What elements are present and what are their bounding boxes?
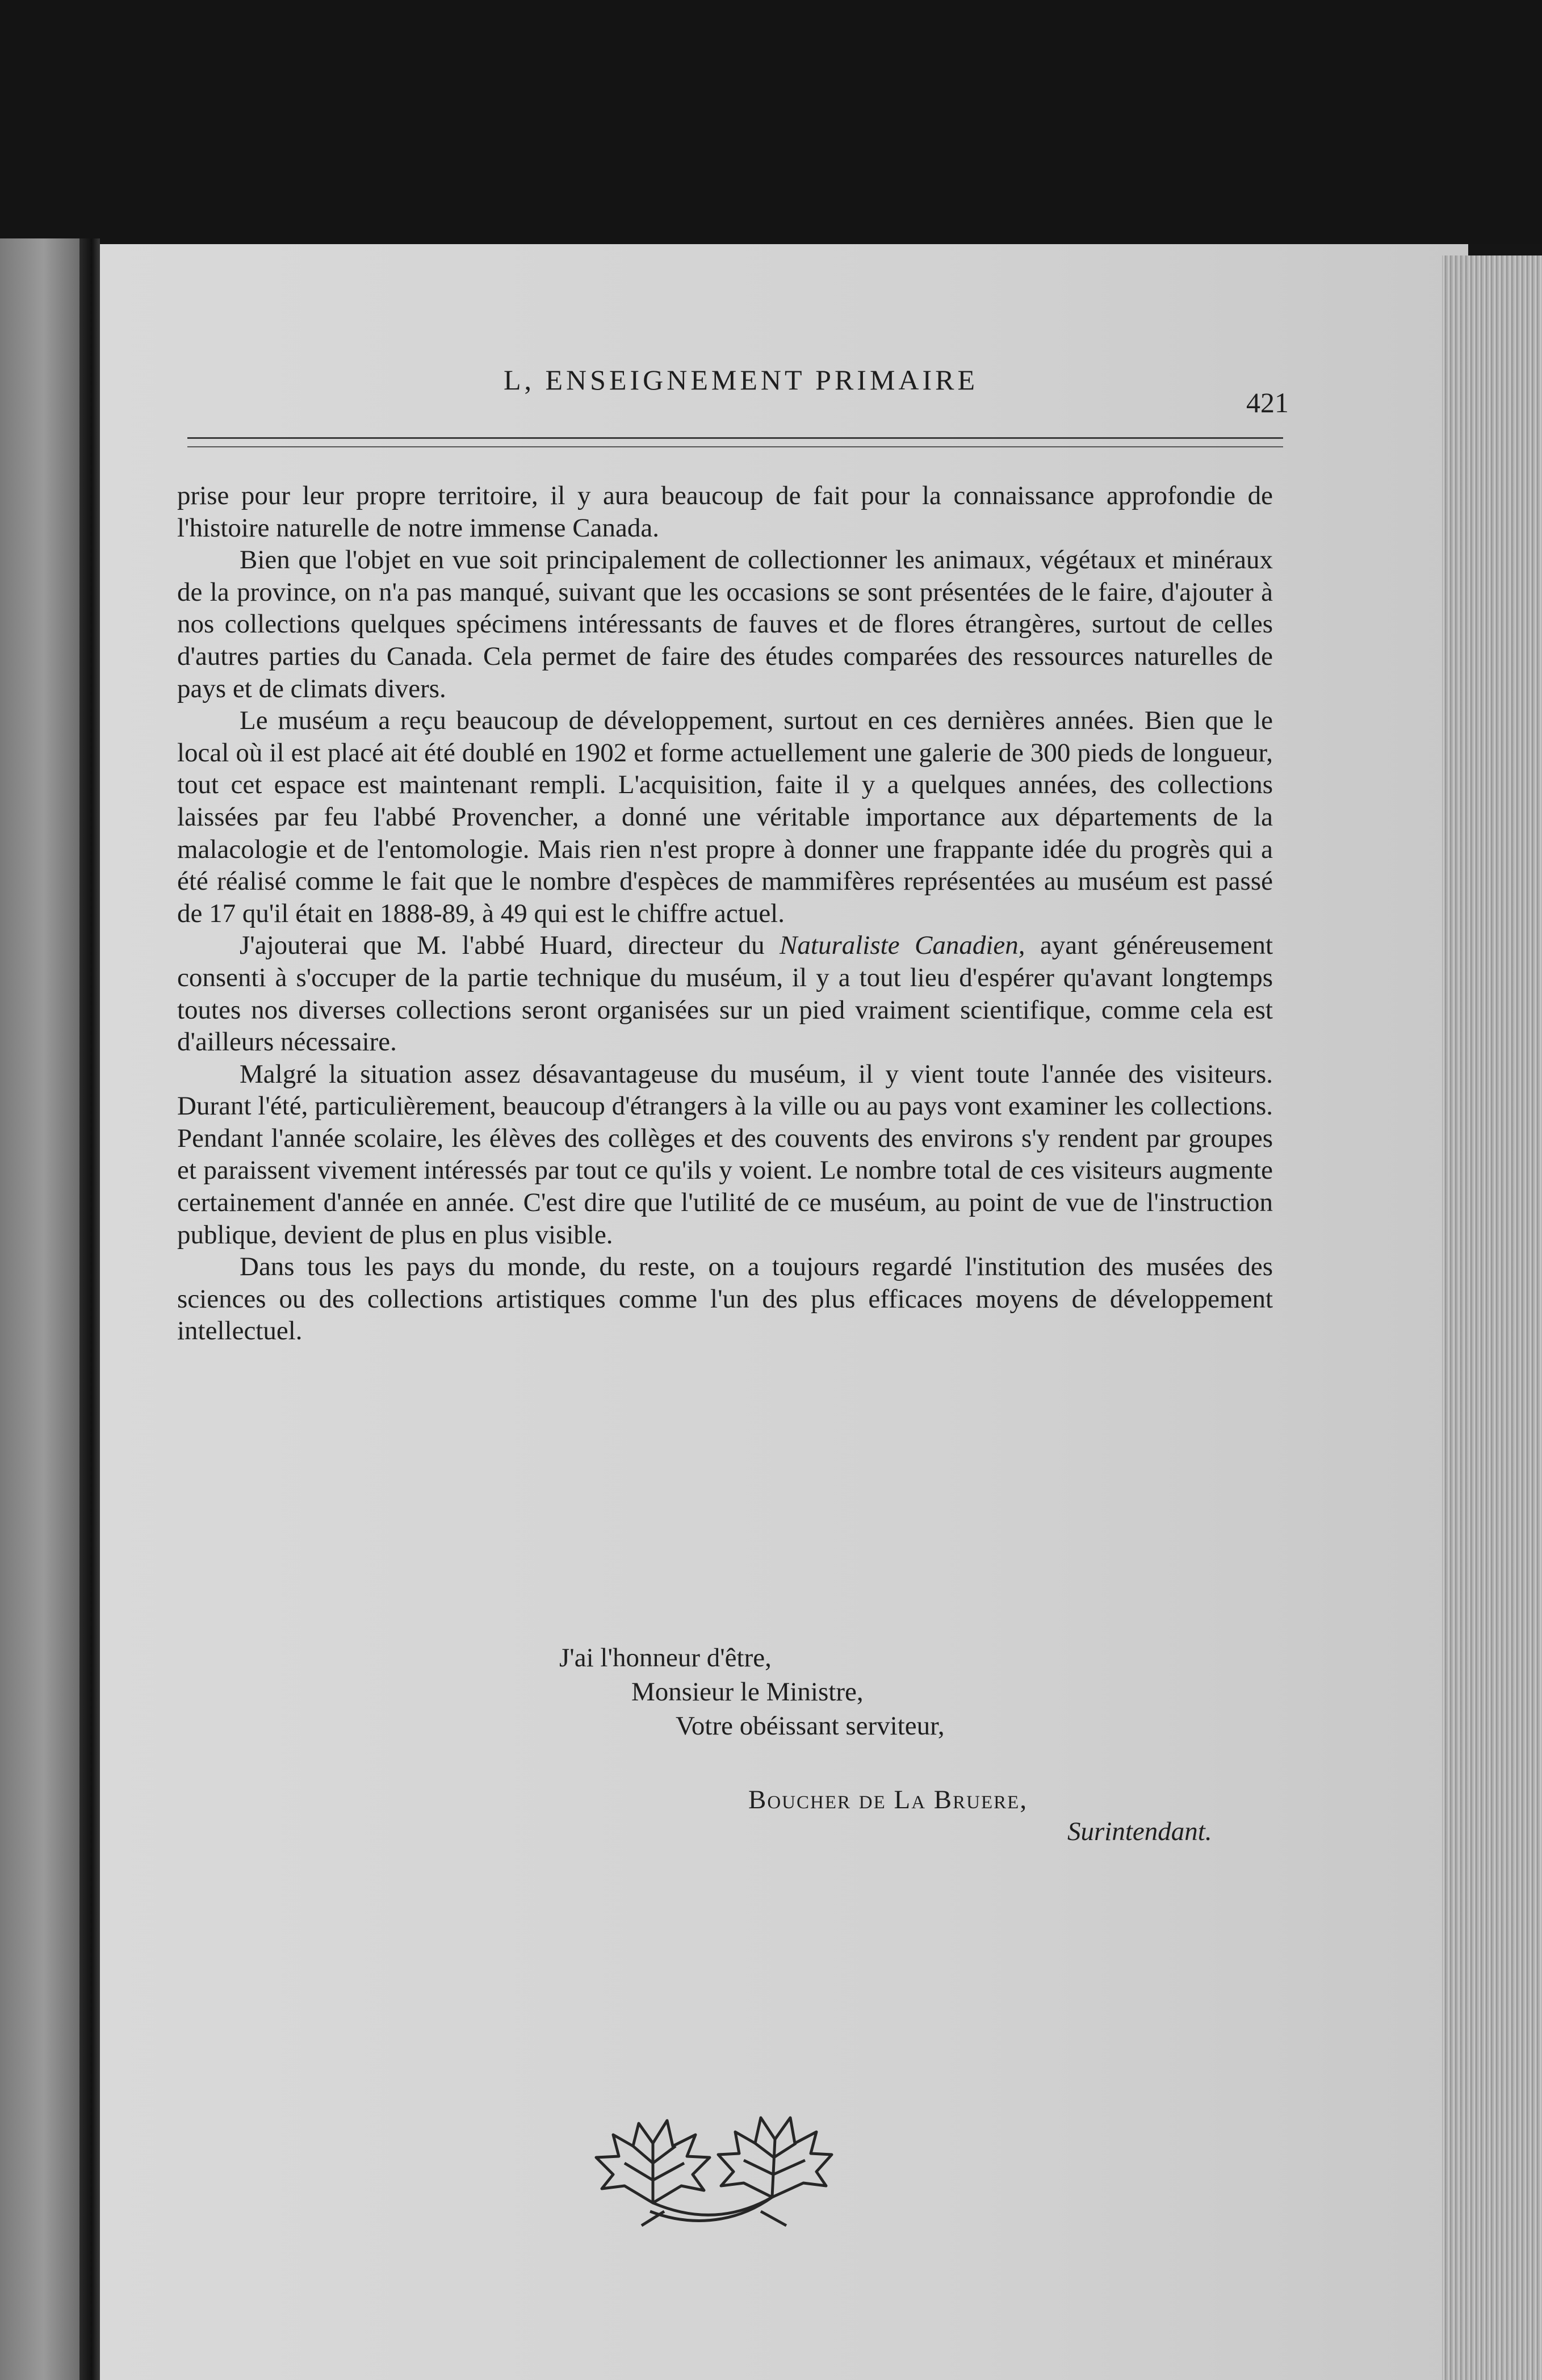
maple-leaves-icon bbox=[590, 2089, 840, 2231]
paragraph-visitors: Malgré la situation assez désavantageuse du muséum, il y vient toute l'année des visiteurs. Durant l'été, particulièrement, beaucoup d'étrangers à la ville ou au pays vont examiner les collections. Pendant l'année scolaire, les élèves des collèges et des couvents des environs s'y rendent par groupes et paraissent vivement intéressés par tout ce qu'ils y voient. Le nombre total de ces visiteurs augmente certainement d'année en année. C'est dire que l'utilité de ce muséum, au point de vue de l'instruction publique, devient de plus en plus visible. bbox=[177, 1059, 1273, 1250]
closing-line-serviteur: Votre obéissant serviteur, bbox=[676, 1711, 945, 1741]
paragraph-huard bbox=[177, 929, 1273, 1058]
paragraph-continuation: prise pour leur propre territoire, il y aura beaucoup de fait pour la connaissance approfondie de l'histoire naturelle de notre immense Canada. bbox=[177, 481, 1273, 543]
paragraph-huard-start: J'ajouterai que M. l'abbé Huard, directeur du bbox=[240, 931, 765, 961]
paragraph-conclusion: Dans tous les pays du monde, du reste, on a toujours regardé l'institution des musées des sciences ou des collections artistiques comme l'un des plus efficaces moyens de développement intellectuel. bbox=[177, 1252, 1273, 1346]
page-number: 421 bbox=[1246, 387, 1289, 418]
body-text bbox=[177, 480, 1273, 1347]
paragraph-development: Le muséum a reçu beaucoup de développement, surtout en ces dernières années. Bien que le local où il est placé ait été doublé en 1902 et forme actuellement une galerie de 300 pieds de longueur, tout cet espace est maintenant rempli. L'acquisition, faite il y a quelques années, des collections laissées par feu l'abbé Provencher, a donné une véritable importance aux départements de la malacologie et de l'entomologie. Mais rien n'est propre à donner une frappante idée du progrès qui a été réalisé comme le fait que le nombre d'espèces de mammifères représentées au muséum est passé de 17 qu'il était en 1888-89, à 49 qui est le chiffre actuel. bbox=[177, 706, 1273, 928]
header-rule-thin bbox=[187, 446, 1283, 447]
running-title: L, ENSEIGNEMENT PRIMAIRE bbox=[503, 364, 979, 396]
page-stack-edge bbox=[1442, 255, 1542, 2380]
book-gutter bbox=[79, 238, 100, 2380]
signature-name: Boucher de La Bruere, bbox=[748, 1785, 1028, 1815]
header-rule bbox=[187, 437, 1283, 439]
closing-line-ministre: Monsieur le Ministre, bbox=[631, 1677, 864, 1707]
paragraph-collections: Bien que l'objet en vue soit principalement de collectionner les animaux, végétaux et minéraux de la province, on n'a pas manqué, suivant que les occasions se sont présentées de le faire, d'ajouter à nos collections quelques spécimens intéressants de fauves et de flores étrangères, surtout de celles d'autres parties du Canada. Cela permet de faire des études comparées des ressources naturelles de pays et de climats divers. bbox=[177, 545, 1273, 703]
facing-page-edge bbox=[0, 238, 79, 2380]
signature-title: Surintendant. bbox=[1067, 1817, 1212, 1846]
journal-title: Naturaliste Canadien, bbox=[780, 931, 1025, 961]
closing-line-honneur: J'ai l'honneur d'être, bbox=[559, 1643, 772, 1673]
dark-background bbox=[0, 0, 1542, 244]
paragraph-huard-end: ayant généreusement consenti à s'occuper de la partie technique du muséum, il y a tout lieu d'espérer qu'avant longtemps toutes nos diverses collections seront organisées sur un pied vraiment scientifique, comme cela est d'ailleurs nécessaire. bbox=[177, 931, 1273, 1057]
